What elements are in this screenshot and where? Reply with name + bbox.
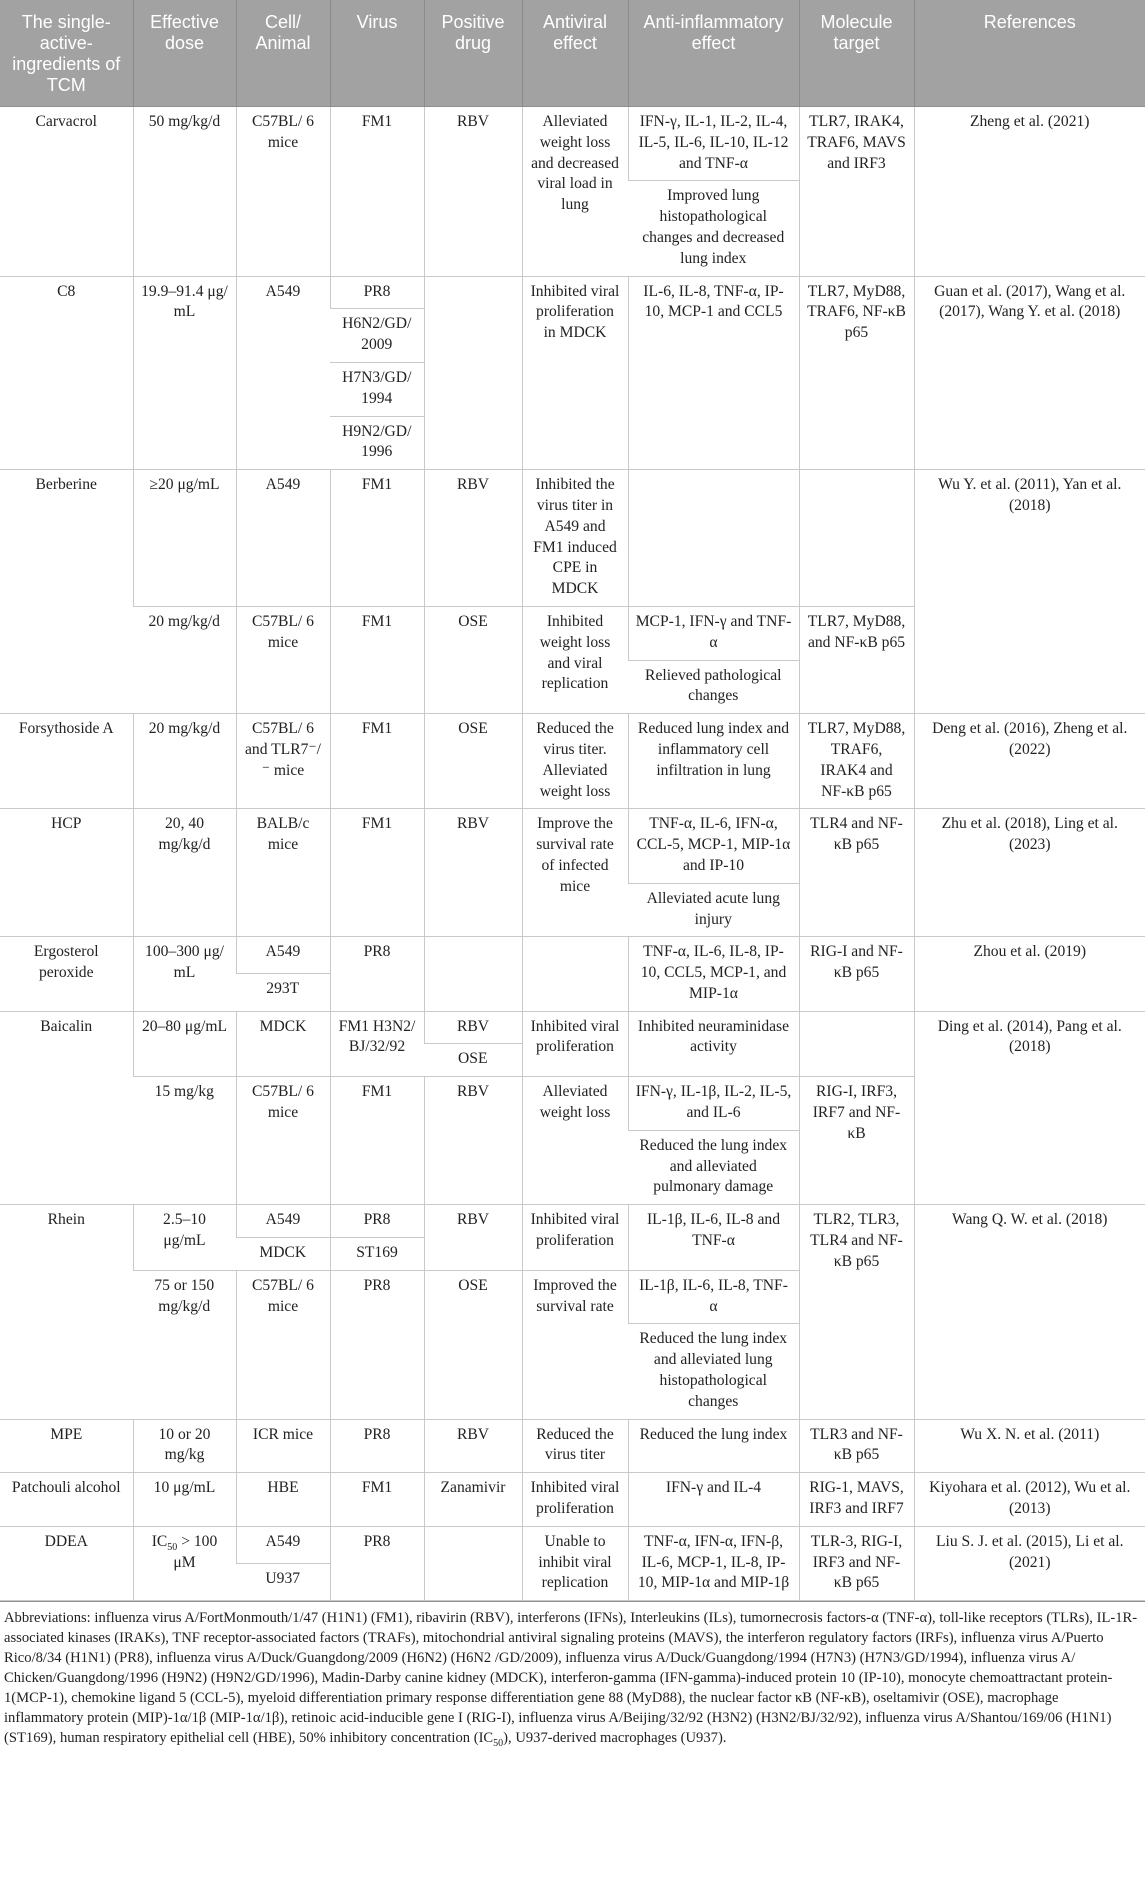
cell-drug: RBV	[424, 1205, 522, 1271]
cell-refs: Kiyohara et al. (2012), Wu et al. (2013)	[914, 1473, 1145, 1527]
cell-virus: FM1	[330, 107, 424, 277]
header-virus: Virus	[330, 0, 424, 107]
table-footnote	[0, 1601, 1145, 1748]
cell-virus: H9N2/GD/ 1996	[330, 416, 424, 470]
cell-name: Patchouli alcohol	[0, 1473, 133, 1527]
cell-cell: MDCK	[236, 1011, 330, 1077]
cell-virus: FM1	[330, 714, 424, 809]
cell-virus: PR8	[330, 1270, 424, 1419]
table-row	[0, 1526, 1145, 1563]
cell-dose: 19.9–91.4 μg/ mL	[133, 276, 236, 470]
cell-drug	[424, 937, 522, 1011]
footnote-tail: ), U937-derived macrophages (U937).	[503, 1730, 727, 1747]
header-antiviral: Antiviral effect	[522, 0, 628, 107]
table-row	[0, 1473, 1145, 1527]
header-cell: Cell/ Animal	[236, 0, 330, 107]
table-row	[0, 1011, 1145, 1044]
header-positive-drug: Positive drug	[424, 0, 522, 107]
table-row	[0, 809, 1145, 883]
cell-virus: PR8	[330, 1205, 424, 1238]
cell-anti-inflammatory: IL-6, IL-8, TNF-α, IP-10, MCP-1 and CCL5	[628, 276, 799, 470]
cell-anti-inflammatory: Reduced lung index and inflammatory cell infiltration in lung	[628, 714, 799, 809]
footnote-subscript: 50	[493, 1738, 504, 1750]
cell-anti-inflammatory: Reduced the lung index and alleviated lung histopathological changes	[628, 1324, 799, 1419]
cell-dose: 75 or 150 mg/kg/d	[133, 1270, 236, 1419]
cell-refs: Ding et al. (2014), Pang et al. (2018)	[914, 1011, 1145, 1205]
cell-refs: Deng et al. (2016), Zheng et al. (2022)	[914, 714, 1145, 809]
cell-name: Baicalin	[0, 1011, 133, 1205]
table-row	[0, 1205, 1145, 1238]
cell-anti-inflammatory: TNF-α, IFN-α, IFN-β, IL-6, MCP-1, IL-8, IP-10, MIP-1α and MIP-1β	[628, 1526, 799, 1600]
cell-drug: OSE	[424, 1044, 522, 1077]
cell-antiviral: Improved the survival rate	[522, 1270, 628, 1419]
cell-virus: FM1	[330, 809, 424, 937]
header-references: References	[914, 0, 1145, 107]
cell-cell: A549	[236, 1205, 330, 1238]
cell-name: MPE	[0, 1419, 133, 1473]
cell-antiviral: Inhibited viral proliferation in MDCK	[522, 276, 628, 470]
cell-virus: PR8	[330, 276, 424, 309]
cell-refs: Zheng et al. (2021)	[914, 107, 1145, 277]
cell-antiviral: Inhibited weight loss and viral replication	[522, 606, 628, 713]
cell-target: TLR-3, RIG-I, IRF3 and NF-κB p65	[799, 1526, 914, 1600]
cell-target: TLR3 and NF-κB p65	[799, 1419, 914, 1473]
cell-antiviral: Improve the survival rate of infected mice	[522, 809, 628, 937]
cell-name: Carvacrol	[0, 107, 133, 277]
cell-name: HCP	[0, 809, 133, 937]
cell-virus: ST169	[330, 1238, 424, 1271]
cell-refs: Zhu et al. (2018), Ling et al. (2023)	[914, 809, 1145, 937]
cell-drug: OSE	[424, 606, 522, 713]
cell-anti-inflammatory: IFN-γ, IL-1, IL-2, IL-4, IL-5, IL-6, IL-10, IL-12 and TNF-α	[628, 107, 799, 181]
cell-anti-inflammatory: IFN-γ, IL-1β, IL-2, IL-5, and IL-6	[628, 1077, 799, 1131]
footnote-main: Abbreviations: influenza virus A/FortMonmouth/1/47 (H1N1) (FM1), ribavirin (RBV), interferons (IFNs), Interleukins (ILs), tumornecrosis factors-α (TNF-α), toll-like receptors (TLRs), IL-1R-associated kinases (IRAKs), TNF receptor-associated factors (TRAFs), mitochondrial antiviral signaling proteins (MAVS), the interferon regulatory factors (IRFs), influenza virus A/Puerto Rico/8/34 (H1N1) (PR8), influenza virus A/Duck/Guangdong/2009 (H6N2) (H6N2 /GD/2009), influenza virus A/Duck/Guangdong/1994 (H7N3) (H7N3/GD/1994), influenza virus A/ Chicken/Guangdong/1996 (H9N2) (H9N2/GD/1996), Madin-Darby canine kidney (MDCK), interferon-gamma (IFN-gamma)-induced protein 10 (IP-10), monocyte chemoattractant protein-1(MCP-1), chemokine ligand 5 (CCL-5), myeloid differentiation primary response differentiation gene 88 (MyD88), the nuclear factor κB (NF-κB), oseltamivir (OSE), macrophage inflammatory protein (MIP)-1α/1β (MIP-1α/1β), retinoic acid-inducible gene I (RIG-I), influenza virus A/Beijing/32/92 (H3N2) (H3N2/BJ/32/92), influenza virus A/Shantou/169/06 (H1N1) (ST169), human respiratory epithelial cell (HBE), 50% inhibitory concentration (IC	[4, 1610, 1138, 1747]
cell-anti-inflammatory: Alleviated acute lung injury	[628, 883, 799, 937]
cell-antiviral: Inhibited viral proliferation	[522, 1205, 628, 1271]
cell-target: TLR7, IRAK4, TRAF6, MAVS and IRF3	[799, 107, 914, 277]
dose-ic-value: > 100 μM	[173, 1532, 218, 1571]
cell-cell: 293T	[236, 974, 330, 1011]
cell-target: RIG-I, IRF3, IRF7 and NF-κB	[799, 1077, 914, 1205]
cell-refs: Wu Y. et al. (2011), Yan et al. (2018)	[914, 470, 1145, 714]
cell-antiviral: Reduced the virus titer	[522, 1419, 628, 1473]
header-anti-inflammatory: Anti-inflammatory effect	[628, 0, 799, 107]
cell-cell: ICR mice	[236, 1419, 330, 1473]
cell-dose	[133, 1526, 236, 1600]
cell-refs: Liu S. J. et al. (2015), Li et al. (2021)	[914, 1526, 1145, 1600]
cell-anti-inflammatory	[628, 470, 799, 607]
cell-virus: FM1	[330, 1473, 424, 1527]
cell-virus: H7N3/GD/ 1994	[330, 362, 424, 416]
cell-cell: U937	[236, 1564, 330, 1601]
cell-refs: Wu X. N. et al. (2011)	[914, 1419, 1145, 1473]
cell-drug: RBV	[424, 470, 522, 607]
cell-antiviral: Reduced the virus titer. Alleviated weight loss	[522, 714, 628, 809]
cell-cell: C57BL/ 6 mice	[236, 107, 330, 277]
cell-virus: FM1	[330, 1077, 424, 1205]
cell-antiviral: Inhibited the virus titer in A549 and FM1 induced CPE in MDCK	[522, 470, 628, 607]
cell-drug: OSE	[424, 714, 522, 809]
cell-drug: Zanamivir	[424, 1473, 522, 1527]
cell-target: RIG-1, MAVS, IRF3 and IRF7	[799, 1473, 914, 1527]
cell-antiviral: Alleviated weight loss	[522, 1077, 628, 1205]
cell-refs: Zhou et al. (2019)	[914, 937, 1145, 1011]
cell-name: DDEA	[0, 1526, 133, 1600]
cell-drug: RBV	[424, 107, 522, 277]
cell-target: TLR7, MyD88, and NF-κB p65	[799, 606, 914, 713]
cell-anti-inflammatory: TNF-α, IL-6, IFN-α, CCL-5, MCP-1, MIP-1α and IP-10	[628, 809, 799, 883]
cell-cell: A549	[236, 937, 330, 974]
cell-antiviral: Inhibited viral proliferation	[522, 1011, 628, 1077]
cell-name: Forsythoside A	[0, 714, 133, 809]
table-row	[0, 107, 1145, 181]
cell-cell: C57BL/ 6 mice	[236, 1077, 330, 1205]
header-target: Molecule target	[799, 0, 914, 107]
cell-dose: 20, 40 mg/kg/d	[133, 809, 236, 937]
cell-drug: RBV	[424, 1077, 522, 1205]
cell-dose: 2.5–10 μg/mL	[133, 1205, 236, 1271]
cell-anti-inflammatory: IFN-γ and IL-4	[628, 1473, 799, 1527]
table-row	[0, 937, 1145, 974]
table-row	[0, 470, 1145, 607]
cell-drug: OSE	[424, 1270, 522, 1419]
cell-cell: C57BL/ 6 and TLR7⁻/⁻ mice	[236, 714, 330, 809]
cell-anti-inflammatory: Relieved pathological changes	[628, 660, 799, 714]
cell-cell: C57BL/ 6 mice	[236, 1270, 330, 1419]
dose-ic-subscript: 50	[167, 1541, 178, 1553]
cell-anti-inflammatory: TNF-α, IL-6, IL-8, IP-10, CCL5, MCP-1, and MIP-1α	[628, 937, 799, 1011]
cell-name: C8	[0, 276, 133, 470]
table-row	[0, 714, 1145, 809]
cell-dose: ≥20 μg/mL	[133, 470, 236, 607]
cell-drug: RBV	[424, 809, 522, 937]
header-dose: Effective dose	[133, 0, 236, 107]
cell-target: TLR2, TLR3, TLR4 and NF-κB p65	[799, 1205, 914, 1419]
cell-virus: FM1 H3N2/ BJ/32/92	[330, 1011, 424, 1077]
cell-anti-inflammatory: IL-1β, IL-6, IL-8, TNF-α	[628, 1270, 799, 1324]
cell-cell: C57BL/ 6 mice	[236, 606, 330, 713]
cell-dose: 50 mg/kg/d	[133, 107, 236, 277]
cell-target	[799, 1011, 914, 1077]
cell-cell: A549	[236, 1526, 330, 1563]
dose-ic-text: IC	[151, 1532, 168, 1550]
cell-dose: 10 or 20 mg/kg	[133, 1419, 236, 1473]
cell-target: TLR7, MyD88, TRAF6, IRAK4 and NF-κB p65	[799, 714, 914, 809]
cell-virus: FM1	[330, 470, 424, 607]
cell-drug	[424, 1526, 522, 1600]
cell-anti-inflammatory: Reduced the lung index and alleviated pulmonary damage	[628, 1130, 799, 1204]
cell-refs: Guan et al. (2017), Wang et al. (2017), Wang Y. et al. (2018)	[914, 276, 1145, 470]
cell-virus: H6N2/GD/ 2009	[330, 309, 424, 363]
cell-dose: 20 mg/kg/d	[133, 606, 236, 713]
cell-name: Berberine	[0, 470, 133, 714]
cell-anti-inflammatory: Reduced the lung index	[628, 1419, 799, 1473]
cell-target	[799, 470, 914, 607]
cell-target: RIG-I and NF-κB p65	[799, 937, 914, 1011]
cell-drug: RBV	[424, 1011, 522, 1044]
cell-anti-inflammatory: Inhibited neuraminidase activity	[628, 1011, 799, 1077]
cell-antiviral: Unable to inhibit viral replication	[522, 1526, 628, 1600]
cell-dose: 20 mg/kg/d	[133, 714, 236, 809]
cell-antiviral	[522, 937, 628, 1011]
cell-virus: PR8	[330, 1526, 424, 1600]
cell-anti-inflammatory: IL-1β, IL-6, IL-8 and TNF-α	[628, 1205, 799, 1271]
cell-target: TLR7, MyD88, TRAF6, NF-κB p65	[799, 276, 914, 470]
table-row	[0, 1419, 1145, 1473]
cell-drug: RBV	[424, 1419, 522, 1473]
cell-cell: HBE	[236, 1473, 330, 1527]
cell-cell: A549	[236, 470, 330, 607]
cell-dose: 100–300 μg/ mL	[133, 937, 236, 1011]
cell-dose: 20–80 μg/mL	[133, 1011, 236, 1077]
table-row	[0, 276, 1145, 309]
cell-name: Ergosterol peroxide	[0, 937, 133, 1011]
table-header	[0, 0, 1145, 107]
cell-cell: BALB/c mice	[236, 809, 330, 937]
cell-name: Rhein	[0, 1205, 133, 1419]
cell-target: TLR4 and NF-κB p65	[799, 809, 914, 937]
cell-anti-inflammatory: Improved lung histopathological changes and decreased lung index	[628, 181, 799, 276]
cell-antiviral: Alleviated weight loss and decreased viral load in lung	[522, 107, 628, 277]
cell-virus: PR8	[330, 1419, 424, 1473]
cell-cell: A549	[236, 276, 330, 470]
cell-drug	[424, 276, 522, 470]
cell-anti-inflammatory: MCP-1, IFN-γ and TNF-α	[628, 606, 799, 660]
cell-virus: FM1	[330, 606, 424, 713]
cell-refs: Wang Q. W. et al. (2018)	[914, 1205, 1145, 1419]
cell-dose: 15 mg/kg	[133, 1077, 236, 1205]
header-ingredient: The single-active-ingredients of TCM	[0, 0, 133, 107]
cell-virus: PR8	[330, 937, 424, 1011]
cell-dose: 10 μg/mL	[133, 1473, 236, 1527]
cell-cell: MDCK	[236, 1238, 330, 1271]
cell-antiviral: Inhibited viral proliferation	[522, 1473, 628, 1527]
